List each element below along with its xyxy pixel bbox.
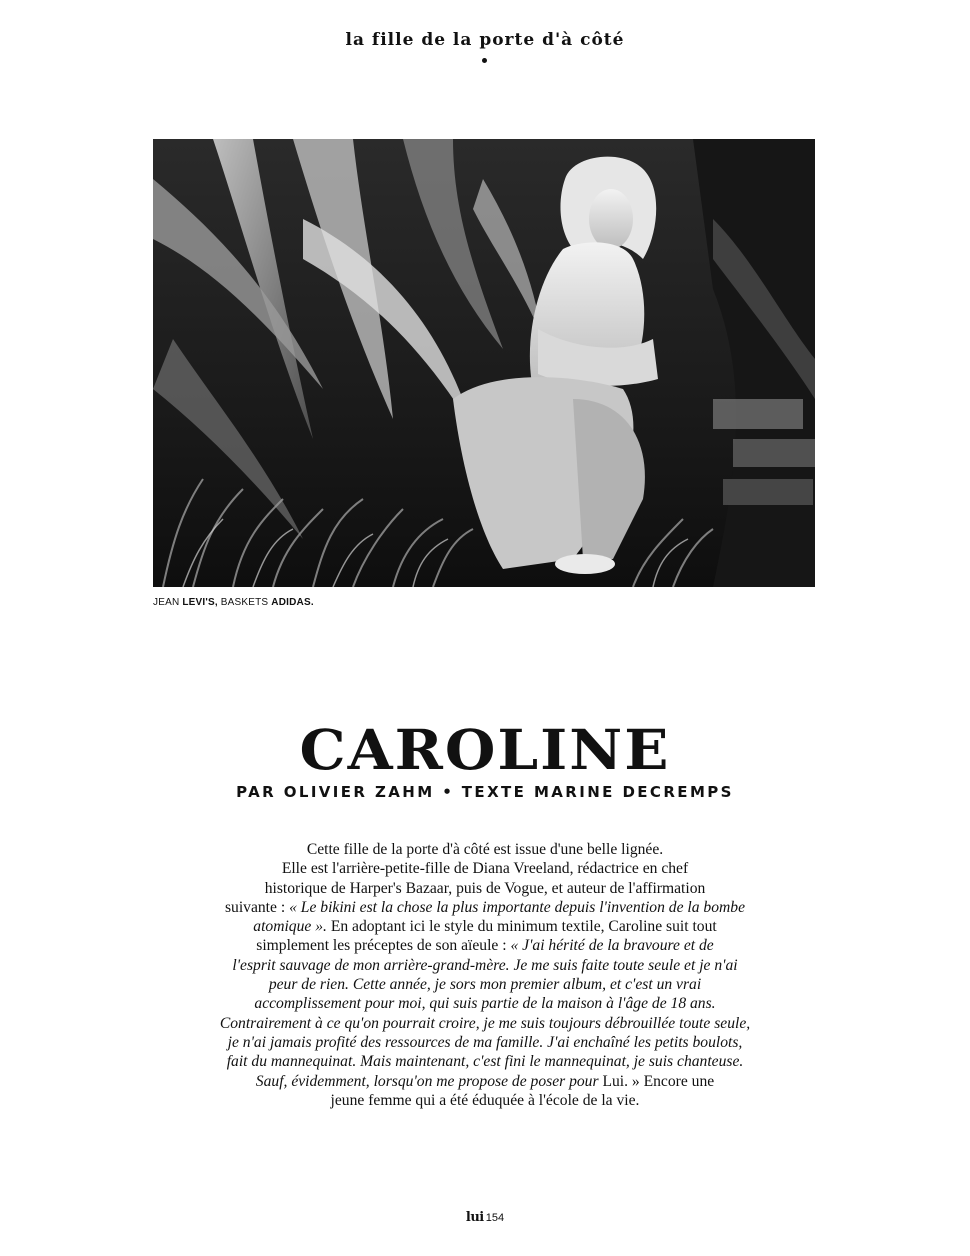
article-body — [215, 840, 755, 1110]
body-text: En adoptant ici le style du minimum textile, Caroline suit tout — [326, 918, 717, 936]
body-quote: accomplissement pour moi, qui suis partie de la maison à l'âge de 18 ans. — [254, 995, 716, 1013]
photo-caption — [153, 597, 314, 608]
magazine-name: Lui. — [602, 1072, 629, 1090]
body-line — [215, 917, 755, 936]
body-quote: « J'ai hérité de la bravoure et de — [510, 937, 714, 955]
body-quote: Sauf, évidemment, lorsqu'on me propose de poser pour — [255, 1072, 603, 1090]
body-line: Cette fille de la porte d'à côté est issue d'une belle lignée. — [306, 841, 664, 858]
caption-text: BASKETS — [217, 597, 272, 608]
section-rubric: la fille de la porte d'à côté — [345, 30, 625, 50]
article-byline: PAR OLIVIER ZAHM • TEXTE MARINE DECREMPS — [236, 783, 734, 801]
body-line — [215, 936, 755, 955]
body-quote: peur de rien. Cette année, je sors mon premier album, et c'est un vrai — [268, 976, 702, 994]
article-headline: CAROLINE — [299, 717, 671, 783]
body-text: simplement les préceptes de son aïeule : — [256, 937, 511, 955]
page-folio — [0, 1210, 970, 1225]
body-line — [215, 1052, 755, 1071]
page-number: 154 — [485, 1212, 505, 1224]
body-line — [215, 975, 755, 994]
body-line: jeune femme qui a été éduquée à l'école de la vie. — [330, 1091, 640, 1109]
caption-brand-levis: LEVI'S, — [182, 597, 218, 608]
body-quote: je n'ai jamais profité des ressources de ma famille. J'ai enchaîné les petits boulots, — [227, 1033, 743, 1051]
body-quote: fait du mannequinat. Mais maintenant, c'est fini le mannequinat, je suis chanteuse. — [226, 1053, 744, 1071]
body-text: suivante : — [224, 898, 290, 916]
body-text: » Encore une — [628, 1072, 715, 1090]
body-line — [215, 994, 755, 1013]
caption-brand-adidas: ADIDAS. — [271, 597, 314, 608]
body-line — [215, 898, 755, 917]
body-quote: atomique ». — [253, 918, 327, 936]
caption-text: JEAN — [153, 597, 183, 608]
body-quote: l'esprit sauvage de mon arrière-grand-mère. Je me suis faite toute seule et je n'ai — [232, 956, 738, 974]
hero-photo — [153, 139, 815, 587]
body-quote: « Le bikini est la chose la plus importante depuis l'invention de la bombe — [289, 898, 746, 916]
body-quote: Contrairement à ce qu'on pourrait croire, je me suis toujours débrouillée toute seule, — [219, 1014, 751, 1032]
body-line — [215, 1033, 755, 1052]
body-line — [215, 1014, 755, 1033]
body-line — [215, 1072, 755, 1091]
body-line: historique de Harper's Bazaar, puis de Vogue, et auteur de l'affirmation — [264, 879, 706, 897]
body-line — [215, 956, 755, 975]
magazine-logo: lui — [465, 1210, 484, 1225]
body-line: Elle est l'arrière-petite-fille de Diana Vreeland, rédactrice en chef — [281, 860, 689, 878]
rubric-dot — [482, 58, 487, 63]
